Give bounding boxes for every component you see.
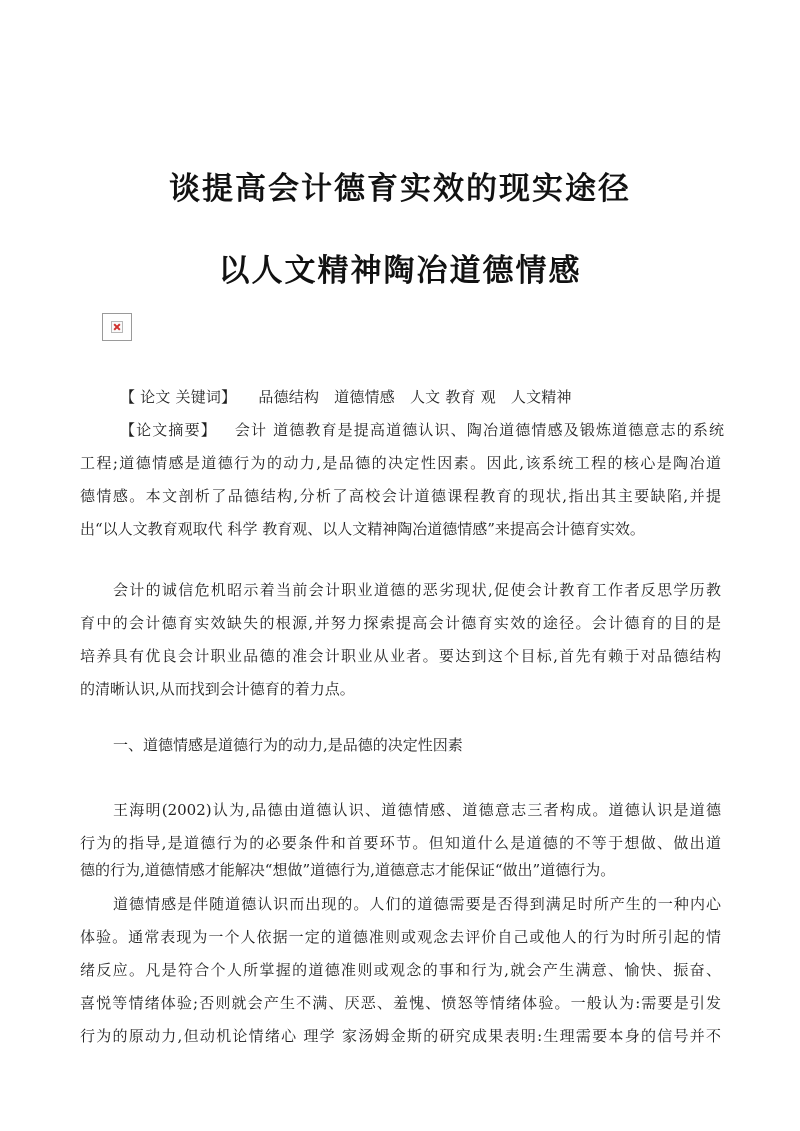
abstract-line: 出“以人文教育观取代 科学 教育观、以人文精神陶冶道德情感”来提高会计德育实效。: [80, 520, 645, 538]
paragraph-line: 绪反应。凡是符合个人所掌握的道德准则或观念的事和行为,就会产生满意、愉快、振奋、: [80, 961, 721, 979]
subtitle: 以人文精神陶冶道德情感: [218, 253, 582, 289]
section-heading: 一、道德情感是道德行为的动力,是品德的决定性因素: [113, 736, 463, 754]
keyword-item: 人文 教育 观: [409, 388, 496, 406]
abstract-line: 德情感。本文剖析了品德结构,分析了高校会计道德课程教育的现状,指出其主要缺陷,并提: [80, 487, 721, 505]
paragraph-line: 德的行为,道德情感才能解决“想做”道德行为,道德意志才能保证“做出”道德行为。: [80, 861, 616, 879]
intro-line: 会计的诚信危机昭示着当前会计职业道德的恶劣现状,促使会计教育工作者反思学历教: [113, 581, 721, 599]
abstract-line: [120, 420, 724, 440]
keywords-line: [120, 387, 572, 407]
intro-line: 的清晰认识,从而找到会计德育的着力点。: [80, 680, 355, 698]
paragraph-line: 行为的原动力,但动机论情绪心 理学 家汤姆金斯的研究成果表明:生理需要本身的信号并不: [80, 1027, 721, 1045]
keyword-item: 道德情感: [334, 388, 395, 406]
paragraph-line: 道德情感是伴随道德认识而出现的。人们的道德需要是否得到满足时所产生的一种内心: [113, 895, 721, 913]
paragraph-line: 王海明(2002)认为,品德由道德认识、道德情感、道德意志三者构成。道德认识是道德: [113, 801, 721, 819]
abstract-text: 会计 道德教育是提高道德认识、陶冶道德情感及锻炼道德意志的系统: [234, 421, 724, 439]
paragraph-line: 行为的指导,是道德行为的必要条件和首要环节。但知道什么是道德的不等于想做、做出道: [80, 834, 721, 852]
intro-line: 培养具有优良会计职业品德的准会计职业从业者。要达到这个目标,首先有赖于对品德结构: [80, 647, 721, 665]
keywords-label: 【 论文 关键词】: [120, 388, 237, 406]
broken-image-mark: [111, 321, 123, 333]
keyword-item: 品德结构: [258, 388, 320, 406]
abstract-line: 工程;道德情感是道德行为的动力,是品德的决定性因素。因此,该系统工程的核心是陶冶道: [80, 454, 721, 472]
keyword-item: 人文精神: [510, 388, 572, 406]
paragraph-line: 喜悦等情绪体验;否则就会产生不满、厌恶、羞愧、愤怒等情绪体验。一般认为:需要是引发: [80, 994, 721, 1012]
main-title: 谈提高会计德育实效的现实途径: [169, 171, 631, 207]
abstract-label: 【论文摘要】: [120, 421, 217, 439]
paragraph-line: 体验。通常表现为一个人依据一定的道德准则或观念去评价自己或他人的行为时所引起的情: [80, 928, 721, 946]
broken-image-icon: [102, 313, 132, 341]
intro-line: 育中的会计德育实效缺失的根源,并努力探索提高会计德育实效的途径。会计德育的目的是: [80, 614, 721, 632]
